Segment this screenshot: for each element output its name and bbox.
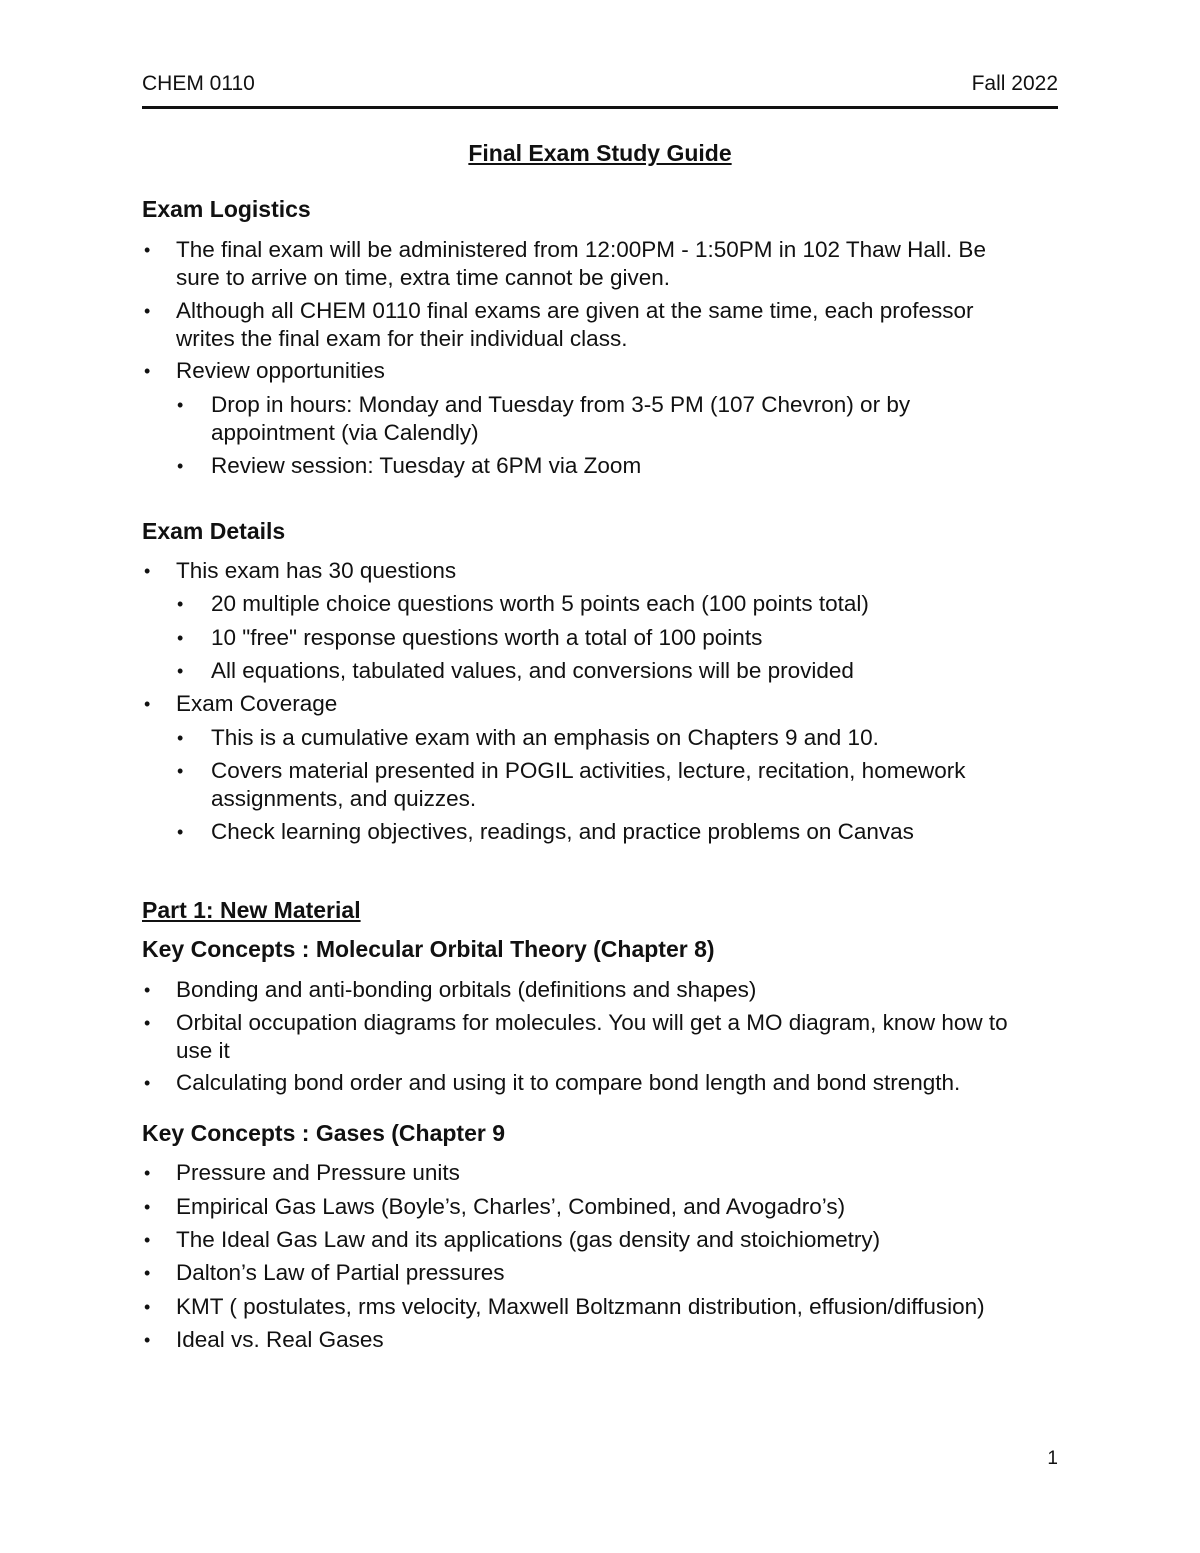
bullet-icon: • [144,980,151,1000]
list-item [144,1159,460,1187]
bullet-icon: • [177,661,184,681]
section-heading-mo-theory: Key Concepts : Molecular Orbital Theory (Chapter 8) [142,936,715,962]
list-item [144,297,974,353]
list-item-text: The Ideal Gas Law and its applications (gas density and stoichiometry) [176,1227,881,1252]
term: Fall 2022 [971,72,1058,95]
page-number: 1 [1047,1448,1058,1469]
list-item-text: 20 multiple choice questions worth 5 points each (100 points total) [211,591,869,616]
list-subitem [177,757,966,813]
bullet-icon: • [144,1163,151,1183]
list-item-text: Although all CHEM 0110 final exams are given at the same time, each professor [176,298,974,323]
bullet-icon: • [144,1073,151,1093]
bullet-icon: • [177,395,184,415]
list-item-text: Ideal vs. Real Gases [176,1327,384,1352]
list-item-text: appointment (via Calendly) [211,420,479,445]
list-item [144,1326,384,1354]
list-item-text: All equations, tabulated values, and conversions will be provided [211,658,854,683]
list-item-text: 10 "free" response questions worth a total of 100 points [211,625,763,650]
list-item-text: This is a cumulative exam with an emphasis on Chapters 9 and 10. [211,725,879,750]
section-heading-gases: Key Concepts : Gases (Chapter 9 [142,1120,506,1146]
list-item-text: Drop in hours: Monday and Tuesday from 3-5 PM (107 Chevron) or by [211,392,911,417]
list-item-text: Covers material presented in POGIL activities, lecture, recitation, homework [211,758,966,783]
list-item-text: Dalton’s Law of Partial pressures [176,1260,505,1285]
list-item-text: use it [176,1038,230,1063]
list-item [144,236,986,292]
bullet-icon: • [177,728,184,748]
list-item-text: assignments, and quizzes. [211,786,477,811]
list-item-text: writes the final exam for their individual class. [176,326,628,351]
course-code: CHEM 0110 [142,72,255,95]
bullet-icon: • [177,628,184,648]
list-item-text: KMT ( postulates, rms velocity, Maxwell Boltzmann distribution, effusion/diffusion) [176,1294,985,1319]
bullet-icon: • [177,761,184,781]
list-item-text: The final exam will be administered from 12:00PM - 1:50PM in 102 Thaw Hall. Be [176,237,986,262]
list-subitem [177,391,911,447]
bullet-icon: • [144,694,151,714]
list-item-text: Orbital occupation diagrams for molecules. You will get a MO diagram, know how to [176,1010,1008,1035]
bullet-icon: • [144,1263,151,1283]
list-item [144,1069,961,1097]
bullet-icon: • [144,301,151,321]
list-subitem [177,590,869,618]
list-subitem [177,624,763,652]
list-subitem [177,452,642,480]
list-item [144,1259,505,1287]
list-item [144,557,457,585]
bullet-icon: • [144,240,151,260]
list-item-text: Bonding and anti-bonding orbitals (definitions and shapes) [176,977,757,1002]
list-item-text: Review session: Tuesday at 6PM via Zoom [211,453,642,478]
list-item [144,690,338,718]
bullet-icon: • [144,1013,151,1033]
list-subitem [177,724,879,752]
list-item-text: Review opportunities [176,358,385,383]
bullet-icon: • [144,1330,151,1350]
page-title: Final Exam Study Guide [468,140,732,166]
bullet-icon: • [177,822,184,842]
list-subitem [177,818,914,846]
bullet-icon: • [177,594,184,614]
list-item-text: sure to arrive on time, extra time cannot be given. [176,265,670,290]
list-item [144,1226,881,1254]
bullet-icon: • [144,561,151,581]
list-item-text: Check learning objectives, readings, and practice problems on Canvas [211,819,914,844]
bullet-icon: • [144,1230,151,1250]
list-item-text: Calculating bond order and using it to compare bond length and bond strength. [176,1070,961,1095]
list-item [144,976,757,1004]
list-item [144,1293,985,1321]
bullet-icon: • [144,1297,151,1317]
bullet-icon: • [144,1197,151,1217]
section-heading-details: Exam Details [142,518,286,544]
list-subitem [177,657,854,685]
list-item-text: This exam has 30 questions [176,558,457,583]
list-item-text: Pressure and Pressure units [176,1160,460,1185]
bullet-icon: • [177,456,184,476]
list-item-text: Exam Coverage [176,691,338,716]
bullet-icon: • [144,361,151,381]
list-item [144,1193,846,1221]
page-header [142,70,1058,109]
section-heading-logistics: Exam Logistics [142,196,311,222]
part-heading: Part 1: New Material [142,897,361,923]
list-item-text: Empirical Gas Laws (Boyle’s, Charles’, Combined, and Avogadro’s) [176,1194,846,1219]
list-item [144,1009,1008,1065]
list-item [144,357,385,385]
